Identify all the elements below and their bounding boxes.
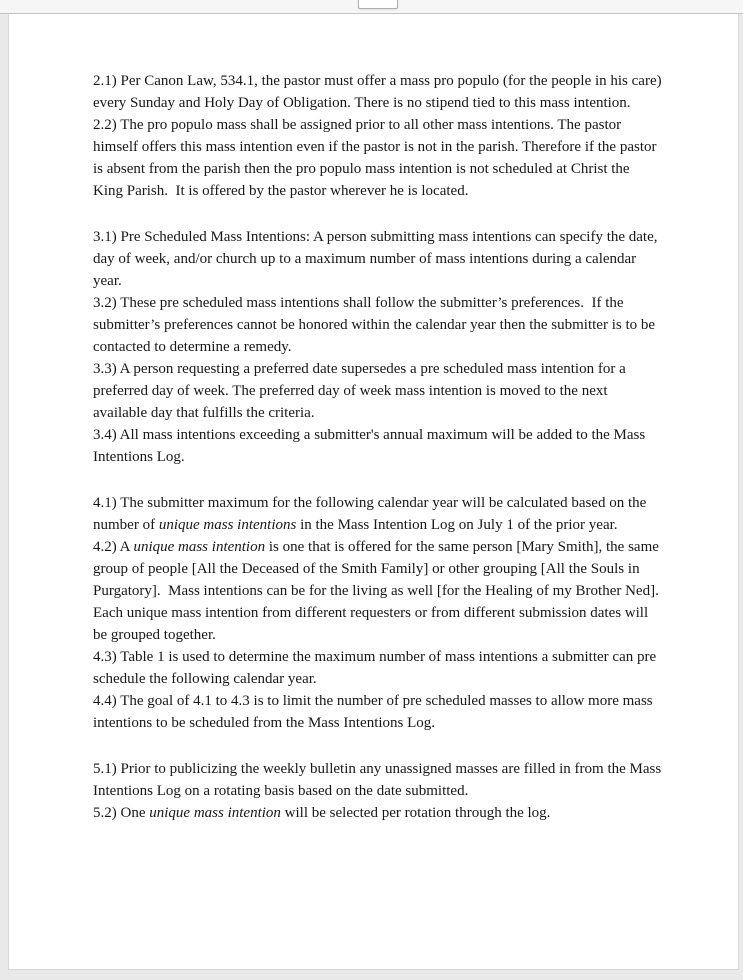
paragraph [93,226,663,292]
document-page [8,14,739,970]
paragraph [93,802,663,824]
text-run: 3.2) These pre scheduled mass intentions shall follow the submitter’s preferences. If the submitter’s preferences cannot be honored within the calendar year then the submitter is to be contacted to determine a remedy. [93,295,659,355]
text-run: in the Mass Intention Log on July 1 of the prior year. [296,517,618,533]
italic-text-run: unique mass intentions [158,517,297,533]
section-5 [93,758,663,824]
section-4 [93,492,667,734]
text-run: 4.1) The submitter maximum for the following calendar year will be calculated based on the number of [93,495,651,533]
italic-text-run: unique mass intention [133,539,266,555]
paragraph [93,70,666,114]
paragraph [93,292,663,358]
top-toolbar-strip [0,0,743,14]
section-2 [93,70,666,202]
text-run: 2.1) Per Canon Law, 534.1, the pastor must offer a mass pro populo (for the people in his care) every Sunday and Holy Day of Obligation. There is no stipend tied to this mass intention. [93,73,666,111]
text-run: 4.2) A [93,539,134,555]
text-run: will be selected per rotation through the log. [280,805,551,821]
document-text [93,70,667,848]
italic-text-run: unique mass intention [149,805,281,821]
text-run: 5.1) Prior to publicizing the weekly bulletin any unassigned masses are filled in from the Mass Intentions Log on a rotating basis based on the date submitted. [93,761,665,799]
paragraph [93,646,663,690]
cutoff-popup-button[interactable] [358,0,398,9]
paragraph [93,536,667,646]
text-run: 3.1) Pre Scheduled Mass Intentions: A person submitting mass intentions can specify the date, day of week, and/or church up to a maximum number of mass intentions during a calendar year. [93,229,662,289]
text-run: 4.4) The goal of 4.1 to 4.3 is to limit the number of pre scheduled masses to allow more mass intentions to be scheduled from the Mass Intentions Log. [93,693,657,731]
paragraph [93,690,663,734]
text-run: 5.2) One [93,805,150,821]
paragraph [93,114,663,202]
text-run: 4.3) Table 1 is used to determine the maximum number of mass intentions a submitter can pre schedule the following calendar year. [93,649,660,687]
text-run: 2.2) The pro populo mass shall be assigned prior to all other mass intentions. The pastor himself offers this mass intention even if the pastor is not in the parish. Therefore if the pastor is absent from the parish then the pro populo mass intention is not scheduled at Christ the King Parish. It is offered by the pastor wherever he is located. [93,117,661,199]
paragraph [93,492,663,536]
paragraph [93,758,663,802]
paragraph [93,358,663,424]
section-3 [93,226,663,468]
paragraph [93,424,663,468]
text-run: 3.4) All mass intentions exceeding a submitter's annual maximum will be added to the Mass Intentions Log. [93,427,649,465]
text-run: 3.3) A person requesting a preferred date supersedes a pre scheduled mass intention for a preferred day of week. The preferred day of week mass intention is moved to the next available day that fulfills the criteria. [93,361,630,421]
text-run: is one that is offered for the same person [Mary Smith], the same group of people [All the Deceased of the Smith Family] or other grouping [All the Souls in Purgatory]. Mass intentions can be for the living as well [for the Healing of my Brother Ned]. Each unique mass intention from different requesters or from different submission dates will be grouped together. [93,539,667,643]
